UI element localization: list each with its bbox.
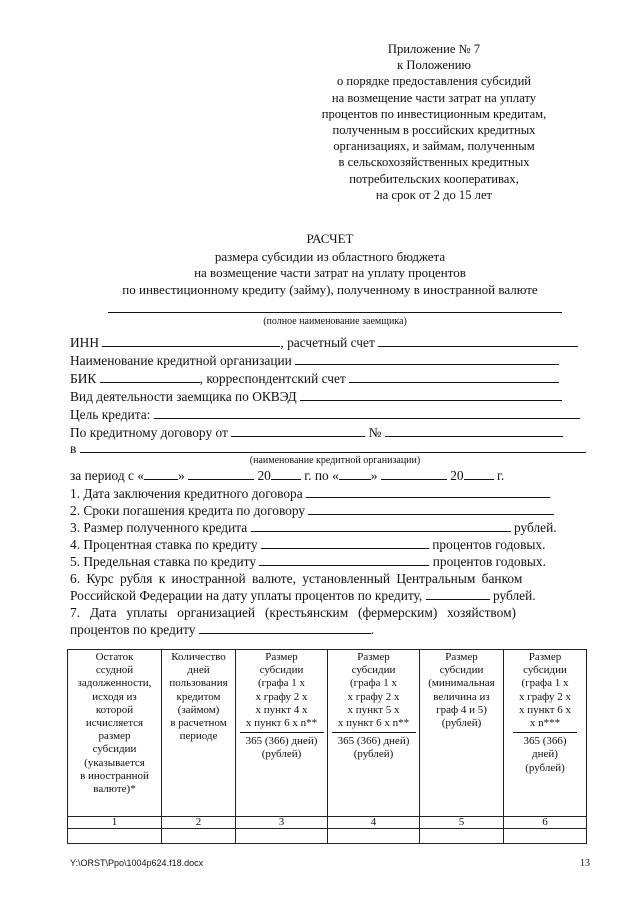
- appendix-line: о порядке предоставления субсидий: [336, 74, 532, 89]
- purpose-label: Цель кредита:: [70, 407, 151, 422]
- item-1-field[interactable]: [306, 486, 550, 498]
- appendix-line: на срок от 2 до 15 лет: [375, 187, 493, 202]
- okved-label: Вид деятельности заемщика по ОКВЭД: [70, 389, 297, 404]
- period-quote: »: [178, 468, 185, 483]
- contract-date-field[interactable]: [231, 425, 365, 437]
- period-row: [70, 468, 504, 484]
- item-1: [70, 486, 550, 502]
- fraction-line: [332, 732, 416, 733]
- column-header-subsidy-min: Размер субсидии (минимальная величина из граф 4 и 5) (рублей): [420, 650, 504, 817]
- corr-account-label: , корреспондентский счет: [199, 371, 346, 386]
- in-prefix: в: [70, 441, 77, 456]
- period-to-year[interactable]: [464, 468, 494, 480]
- document-heading: [60, 231, 600, 298]
- appendix-line: организациях, и займам, полученным: [333, 139, 535, 154]
- table-cell[interactable]: [328, 829, 420, 844]
- bank-row: [70, 353, 559, 369]
- purpose-row: [70, 407, 580, 423]
- item-7-line-2: [70, 622, 374, 638]
- column-number: 5: [420, 817, 504, 829]
- item-3: [70, 520, 557, 536]
- item-6-unit: рублей.: [492, 588, 536, 603]
- borrower-name-line[interactable]: [108, 312, 562, 313]
- contract-row: [70, 425, 563, 441]
- table-cell[interactable]: [68, 829, 162, 844]
- item-6-line-1: 6. Курс рубля к иностранной валюте, установленный Центральным банком: [70, 571, 523, 586]
- bank-field[interactable]: [295, 353, 559, 365]
- column-number: 4: [328, 817, 420, 829]
- item-4-unit: процентов годовых.: [432, 537, 546, 552]
- item-2: [70, 503, 554, 519]
- column-number: 6: [504, 817, 587, 829]
- period-from-month[interactable]: [188, 468, 254, 480]
- subtitle-line: размера субсидии из областного бюджета: [214, 248, 446, 264]
- appendix-line: к Положению: [397, 58, 471, 73]
- item-4: [70, 537, 545, 553]
- fraction-line: [240, 732, 324, 733]
- borrower-caption: (полное наименование заемщика): [263, 316, 407, 327]
- item-6-field[interactable]: [426, 588, 490, 600]
- item-3-field[interactable]: [251, 520, 511, 532]
- item-7-end: .: [370, 622, 375, 637]
- column-number: 3: [236, 817, 328, 829]
- table-number-row: [68, 817, 587, 829]
- table-cell[interactable]: [162, 829, 236, 844]
- subtitle-line: по инвестиционному кредиту (займу), полученному в иностранной валюте: [122, 281, 538, 297]
- table-header-row: [68, 650, 587, 817]
- column-header-subsidy-limit: Размер субсидии (графа 1 х х графу 2 х х пункт 5 х х пункт 6 х n** 365 (366) дней) (рублей): [328, 650, 420, 817]
- contract-number-field[interactable]: [385, 425, 563, 437]
- bik-row: [70, 371, 559, 387]
- column-number: 2: [162, 817, 236, 829]
- item-4-label: 4. Процентная ставка по кредиту: [70, 537, 258, 552]
- okved-row: [70, 389, 562, 405]
- item-2-field[interactable]: [308, 503, 554, 515]
- okved-field[interactable]: [300, 389, 562, 401]
- period-to-day[interactable]: [339, 468, 371, 480]
- appendix-line: на возмещение части затрат на уплату: [331, 90, 537, 105]
- item-5-label: 5. Предельная ставка по кредиту: [70, 554, 257, 569]
- bik-field[interactable]: [100, 371, 200, 383]
- appendix-line: потребительских кооперативах,: [349, 171, 519, 186]
- item-4-field[interactable]: [261, 537, 429, 549]
- table-cell[interactable]: [504, 829, 587, 844]
- appendix-line: Приложение № 7: [387, 42, 481, 56]
- purpose-field[interactable]: [154, 407, 580, 419]
- contract-label: По кредитному договору от: [70, 425, 228, 440]
- corr-account-field[interactable]: [349, 371, 559, 383]
- period-to-label: г. по «: [304, 468, 339, 483]
- item-1-label: 1. Дата заключения кредитного договора: [70, 486, 303, 501]
- item-6-line-2: [70, 588, 536, 604]
- item-7-line-1: 7. Дата уплаты организацией (крестьянским (фермерским) хозяйством): [70, 605, 517, 620]
- item-5: [70, 554, 546, 570]
- page-number: 13: [580, 858, 590, 869]
- table-row: [68, 829, 587, 844]
- subtitle-line: на возмещение части затрат на уплату процентов: [194, 265, 466, 281]
- fraction-line: [513, 732, 577, 733]
- period-from-year[interactable]: [271, 468, 301, 480]
- lender-field[interactable]: [80, 441, 586, 453]
- calculation-table: [67, 649, 587, 844]
- column-header-days: Количество дней пользования кредитом (займом) в расчетном периоде: [162, 650, 236, 817]
- footer-file-path: Y:\ORST\Ppo\1004p624.f18.docx: [70, 858, 204, 868]
- item-5-unit: процентов годовых.: [432, 554, 546, 569]
- column-header-subsidy-n: Размер субсидии (графа 1 х х графу 2 х х пункт 6 х х n*** 365 (366) дней) (рублей): [504, 650, 587, 817]
- item-3-label: 3. Размер полученного кредита: [70, 520, 248, 535]
- inn-label: ИНН: [70, 335, 100, 350]
- document-title: РАСЧЕТ: [306, 231, 354, 246]
- period-quote: »: [370, 468, 378, 483]
- bik-label: БИК: [70, 371, 97, 386]
- appendix-line: в сельскохозяйственных кредитных: [338, 155, 530, 170]
- item-2-label: 2. Сроки погашения кредита по договору: [70, 503, 306, 518]
- bank-caption: (наименование кредитной организации): [249, 455, 421, 466]
- number-sign: №: [368, 425, 382, 440]
- item-6-label: Российской Федерации на дату уплаты процентов по кредиту,: [70, 588, 423, 603]
- account-label: , расчетный счет: [280, 335, 375, 350]
- table-cell[interactable]: [236, 829, 328, 844]
- item-3-unit: рублей.: [513, 520, 557, 535]
- period-year-suffix: г.: [496, 468, 505, 483]
- bank-label: Наименование кредитной организации: [70, 353, 292, 368]
- table-cell[interactable]: [420, 829, 504, 844]
- item-5-field[interactable]: [259, 554, 429, 566]
- item-7-label: процентов по кредиту: [70, 622, 196, 637]
- period-label: за период с «: [70, 468, 145, 483]
- appendix-header: [320, 41, 548, 203]
- account-field[interactable]: [378, 335, 578, 347]
- column-header-balance: Остаток ссудной задолженности, исходя из которой исчисляется размер субсидии (указывается в иностранной валюте)*: [68, 650, 162, 817]
- column-number: 1: [68, 817, 162, 829]
- period-from-day[interactable]: [144, 468, 178, 480]
- appendix-line: процентов по инвестиционным кредитам,: [321, 106, 547, 121]
- inn-row: [70, 335, 578, 351]
- appendix-line: полученным в российских кредитных: [332, 123, 536, 138]
- inn-field[interactable]: [102, 335, 280, 347]
- item-7-field[interactable]: [199, 622, 371, 634]
- period-to-month[interactable]: [381, 468, 447, 480]
- period-year-prefix: 20: [450, 468, 464, 483]
- column-header-subsidy-rate: Размер субсидии (графа 1 х х графу 2 х х пункт 4 х х пункт 6 х n** 365 (366) дней) (рублей): [236, 650, 328, 817]
- period-year-prefix: 20: [257, 468, 271, 483]
